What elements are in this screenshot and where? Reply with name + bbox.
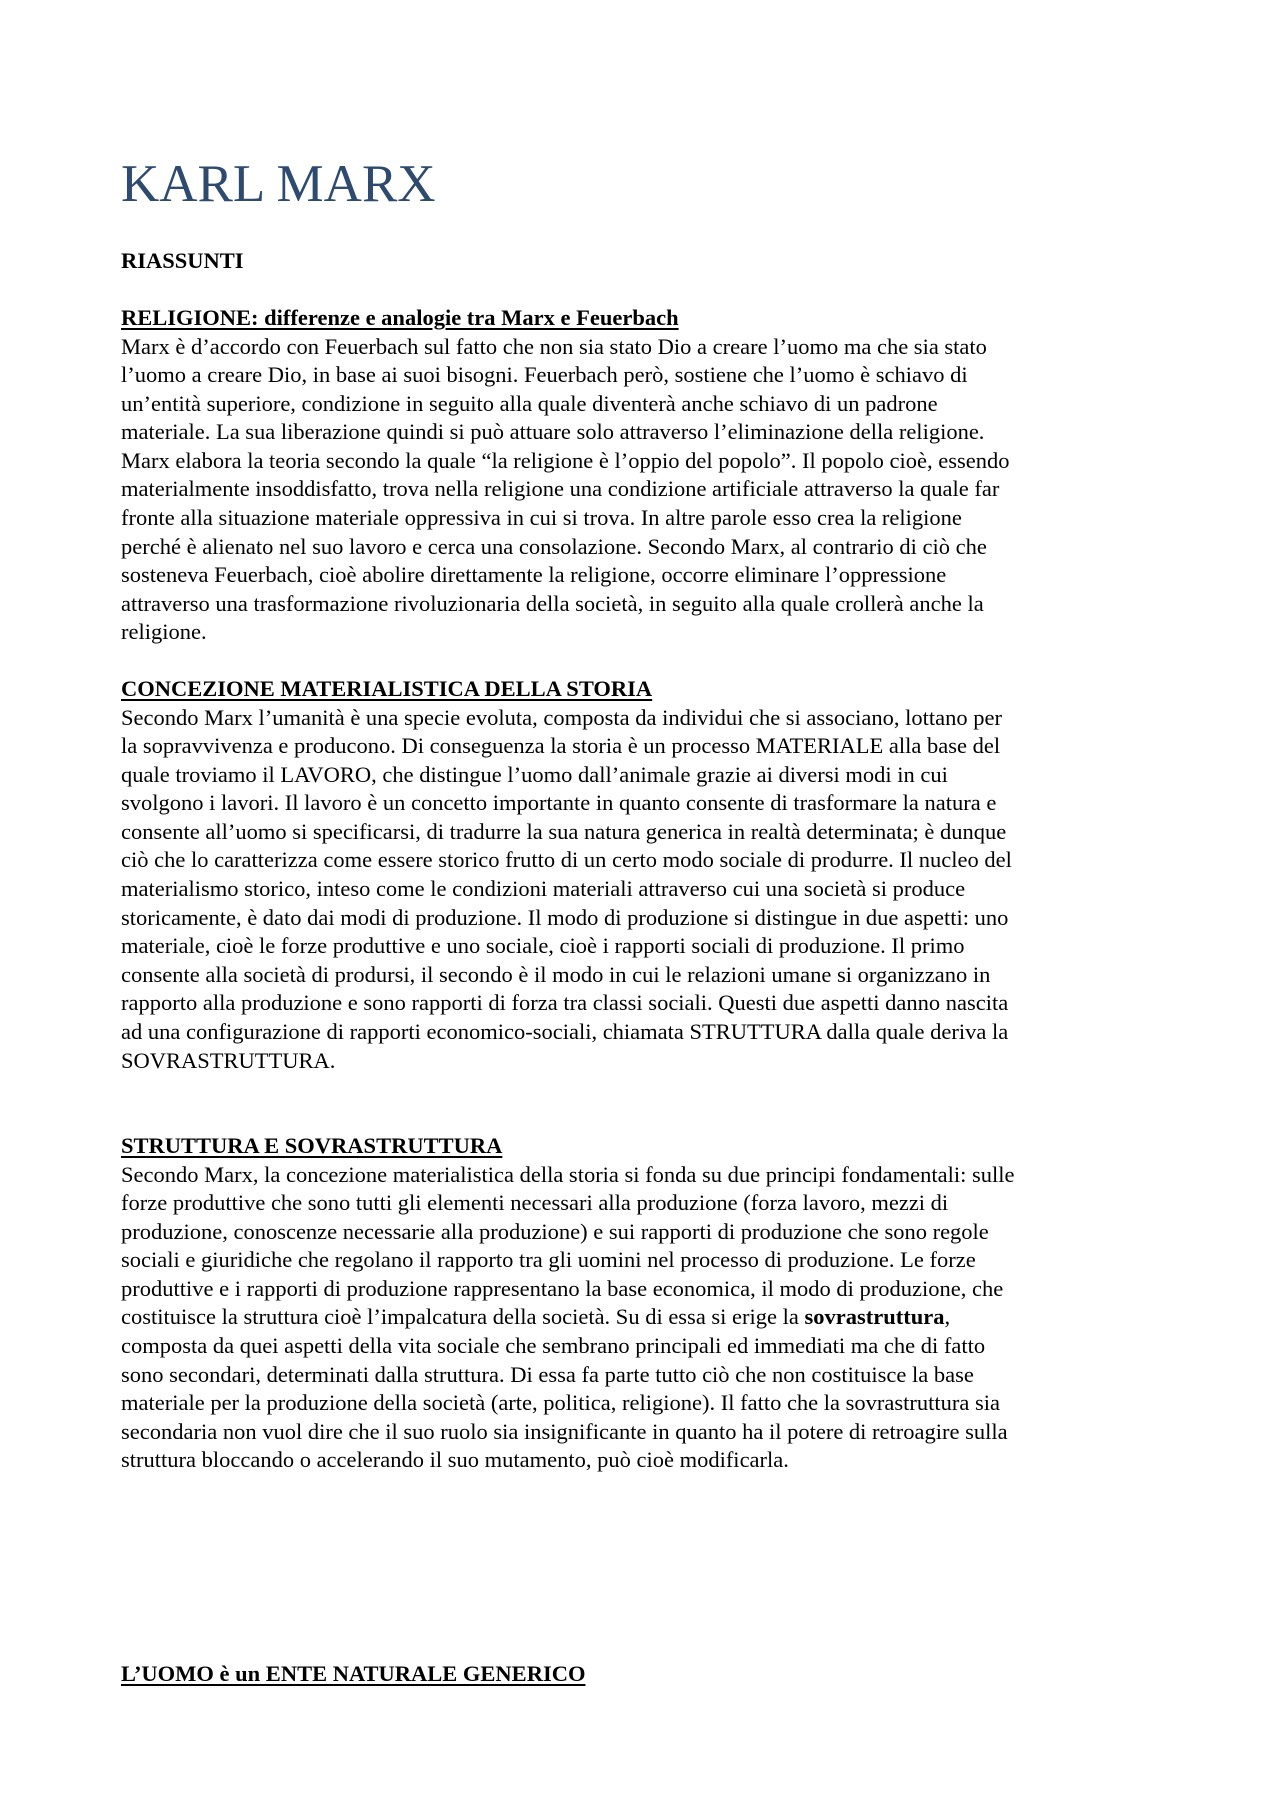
section-heading: L’UOMO è un ENTE NATURALE GENERICO [121, 1661, 586, 1686]
text-line: materialismo storico, inteso come le condizioni materiali attraverso cui una società si produce [121, 876, 966, 902]
document-title: KARL MARX [121, 155, 436, 213]
text-line: svolgono i lavori. Il lavoro è un concetto importante in quanto consente di trasformare la natura e [121, 790, 997, 816]
text-line: produttive e i rapporti di produzione rappresentano la base economica, il modo di produzione, che [121, 1275, 1004, 1301]
text-line: rapporto alla produzione e sono rapporti di forza tra classi sociali. Questi due aspetti danno nascita [121, 990, 1009, 1016]
text-line: SOVRASTRUTTURA. [121, 1047, 336, 1073]
text-line: storicamente, è dato dai modi di produzione. Il modo di produzione si distingue in due aspetti: uno [121, 904, 1009, 930]
text-line: materialmente insoddisfatto, trova nella religione una condizione artificiale attraverso la quale far [121, 476, 1000, 502]
document-subtitle: RIASSUNTI [121, 248, 244, 273]
section-heading: CONCEZIONE MATERIALISTICA DELLA STORIA [121, 676, 653, 701]
text-line: la sopravvivenza e producono. Di conseguenza la storia è un processo MATERIALE alla base del [121, 733, 1001, 759]
text-line: materiale per la produzione della società (arte, politica, religione). Il fatto che la sovrastruttura sia [121, 1390, 1000, 1416]
text-line: fronte alla situazione materiale oppressiva in cui si trova. In altre parole esso crea la religione [121, 505, 962, 531]
text-line: produzione, conoscenze necessarie alla produzione) e sui rapporti di produzione che sono regole [121, 1218, 989, 1244]
section-body [121, 1161, 1166, 1476]
text-line: ciò che lo caratterizza come essere storico frutto di un certo modo sociale di produrre. Il nucleo del [121, 847, 1012, 873]
text-fragment: costituisce la struttura cioè l’impalcatura della società. Su di essa si erige la [121, 1304, 805, 1330]
text-line: struttura bloccando o accelerando il suo mutamento, può cioè modificarla. [121, 1447, 789, 1473]
text-line: un’entità superiore, condizione in seguito alla quale diventerà anche schiavo di un padrone [121, 390, 938, 416]
text-line: Marx elabora la teoria secondo la quale “la religione è l’oppio del popolo”. Il popolo cioè, essendo [121, 447, 1010, 473]
text-line: materiale. La sua liberazione quindi si può attuare solo attraverso l’eliminazione della religione. [121, 419, 985, 445]
section-concezione-materialistica [121, 675, 1166, 1075]
text-line: l’uomo a creare Dio, in base ai suoi bisogni. Feuerbach però, sostiene che l’uomo è schiavo di [121, 362, 968, 388]
section-body [121, 704, 1166, 1076]
section-religione [121, 304, 1166, 647]
text-line: materiale, cioè le forze produttive e uno sociale, cioè i rapporti sociali di produzione. Il primo [121, 933, 965, 959]
text-line: Secondo Marx l’umanità è una specie evoluta, composta da individui che si associano, lottano per [121, 704, 1003, 730]
text-line: composta da quei aspetti della vita sociale che sembrano principali ed immediati ma che di fatto [121, 1333, 986, 1359]
text-line: Marx è d’accordo con Feuerbach sul fatto che non sia stato Dio a creare l’uomo ma che sia stato [121, 333, 987, 359]
text-line: secondaria non vuol dire che il suo ruolo sia insignificante in quanto ha il potere di retroagire sulla [121, 1418, 1008, 1444]
text-line: ad una configurazione di rapporti economico-sociali, chiamata STRUTTURA dalla quale deriva la [121, 1019, 1009, 1045]
text-line: perché è alienato nel suo lavoro e cerca una consolazione. Secondo Marx, al contrario di ciò che [121, 533, 987, 559]
section-body [121, 333, 1166, 648]
section-heading: RELIGIONE: differenze e analogie tra Marx e Feuerbach [121, 305, 679, 330]
section-heading: STRUTTURA E SOVRASTRUTTURA [121, 1133, 503, 1158]
text-line: sono secondari, determinati dalla struttura. Di essa fa parte tutto ciò che non costituisce la base [121, 1361, 974, 1387]
text-line: Secondo Marx, la concezione materialistica della storia si fonda su due principi fondamentali: sulle [121, 1161, 1015, 1187]
bold-term: sovrastruttura [804, 1304, 945, 1330]
text-line: forze produttive che sono tutti gli elementi necessari alla produzione (forza lavoro, mezzi di [121, 1190, 949, 1216]
text-line: sosteneva Feuerbach, cioè abolire direttamente la religione, occorre eliminare l’oppressione [121, 562, 947, 588]
text-line: religione. [121, 619, 207, 645]
text-line: sociali e giuridiche che regolano il rapporto tra gli uomini nel processo di produzione. Le forze [121, 1247, 976, 1273]
text-line: attraverso una trasformazione rivoluzionaria della società, in seguito alla quale crollerà anche la [121, 590, 984, 616]
text-line-with-bold [121, 1303, 1166, 1332]
text-line: consente all’uomo si specificarsi, di tradurre la sua natura generica in realtà determinata; è dunque [121, 818, 1007, 844]
text-line: consente alla società di prodursi, il secondo è il modo in cui le relazioni umane si organizzano in [121, 961, 991, 987]
section-uomo-ente-naturale [121, 1660, 1166, 1689]
section-struttura-sovrastruttura [121, 1132, 1166, 1475]
text-line: quale troviamo il LAVORO, che distingue l’uomo dall’animale grazie ai diversi modi in cui [121, 761, 948, 787]
text-fragment: , [944, 1304, 951, 1330]
